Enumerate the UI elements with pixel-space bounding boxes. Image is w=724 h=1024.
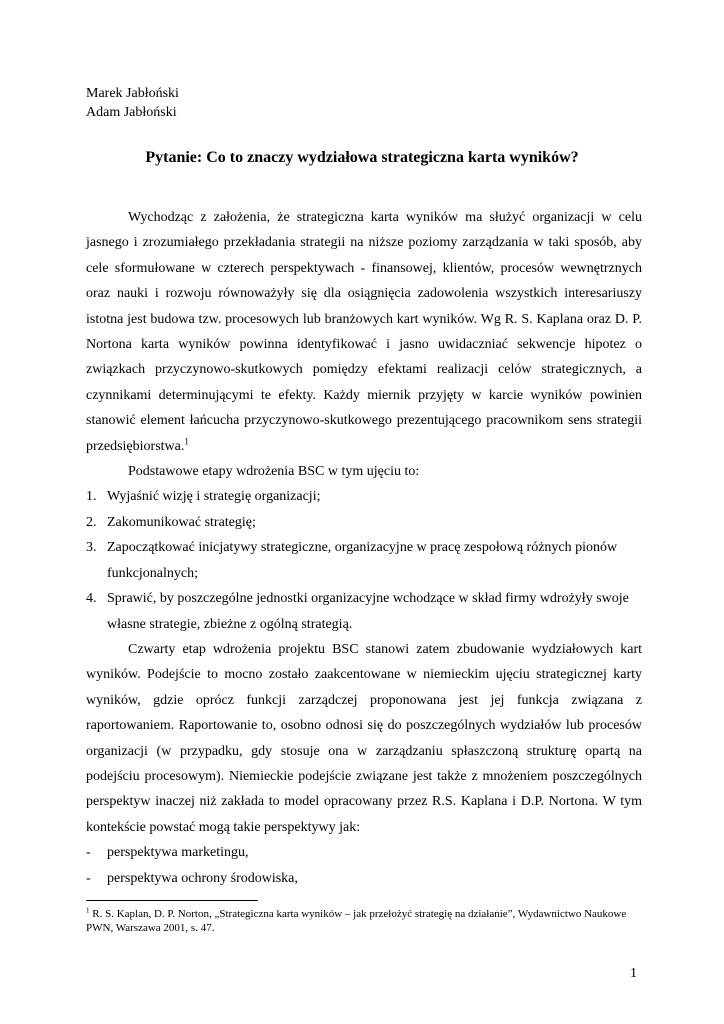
stages-list <box>86 484 642 636</box>
list-number: 1. <box>86 489 97 505</box>
list-number: 2. <box>86 514 97 530</box>
list-item <box>86 866 642 891</box>
list-item <box>86 586 642 637</box>
page-title: Pytanie: Co to znaczy wydziałowa strategiczna karta wyników? <box>145 149 579 166</box>
list-number: 3. <box>86 540 97 556</box>
list-item-text: Zapoczątkować inicjatywy strategiczne, organizacyjne w pracę zespołową różnych pionów funkcjonalnych; <box>107 540 618 581</box>
list-item-text: Wyjaśnić wizję i strategię organizacji; <box>107 489 321 505</box>
footnote-text: R. S. Kaplan, D. P. Norton, „Strategiczna karta wyników – jak przełożyć strategię na działanie”, Wydawnictwo Naukowe PWN, Warszawa 2001, s. 47. <box>86 908 627 934</box>
list-item <box>86 535 642 586</box>
perspectives-list <box>86 840 642 891</box>
author-name: Adam Jabłoński <box>86 105 177 120</box>
list-item-text: perspektywa ochrony środowiska, <box>107 870 298 886</box>
list-item-text: Zakomunikować strategię; <box>107 514 256 530</box>
paragraph-fourth-stage: Czwarty etap wdrożenia projektu BSC stanowi zatem zbudowanie wydziałowych kart wyników. Podejście to mocno zostało zaakcentowane w niemieckim ujęciu strategicznej karty wyników, gdzie oprócz funkcji zarządczej proponowana jest jej funkcja związana z raportowaniem. Raportowanie to, osobno odnosi się do poszczególnych wydziałów lub procesów organizacji (w przypadku, gdy stosuje ona w zarządzaniu spłaszczoną strukturę opartą na podejściu procesowym). Niemieckie podejście związane jest także z mnożeniem poszczególnych perspektyw inaczej niż zakłada to model opracowany przez R.S. Kaplana i D.P. Nortona. W tym kontekście powstać mogą takie perspektywy jak: <box>86 641 642 835</box>
paragraph-stages: Podstawowe etapy wdrożenia BSC w tym ujęciu to: <box>128 464 420 480</box>
authors-block <box>86 84 179 122</box>
list-item <box>86 510 642 535</box>
footnote-mark: 1 <box>86 906 90 915</box>
list-item-text: Sprawić, by poszczególne jednostki organizacyjne wchodzące w skład firmy wdrożyły swoje własne strategie, zbieżne z ogólną strategią. <box>107 591 629 632</box>
page-number: 1 <box>630 966 637 981</box>
dash-bullet: - <box>86 845 91 861</box>
dash-bullet: - <box>86 870 91 886</box>
list-item-text: perspektywa marketingu, <box>107 845 249 861</box>
list-number: 4. <box>86 591 97 607</box>
paragraph-intro <box>86 205 642 459</box>
document-body <box>86 205 642 891</box>
author-name: Marek Jabłoński <box>86 86 179 101</box>
footnote-divider <box>86 900 258 901</box>
footnote-reference[interactable]: 1 <box>184 436 189 446</box>
footnote <box>86 907 646 935</box>
list-item <box>86 840 642 865</box>
list-item <box>86 484 642 509</box>
paragraph-intro-text: Wychodząc z założenia, że strategiczna karta wyników ma służyć organizacji w celu jasnego i zrozumiałego przekładania strategii na niższe poziomy zarządzania w taki sposób, aby cele sformułowane w czterech perspektywach - finansowej, klientów, procesów wewnętrznych oraz nauki i rozwoju równoważyły się dla osiągnięcia zadowolenia wszystkich interesariuszy istotna jest budowa tzw. procesowych lub branżowych kart wyników. Wg R. S. Kaplana oraz D. P. Nortona karta wyników powinna identyfikować i jasno uwidaczniać sekwencje hipotez o związkach przyczynowo-skutkowych pomiędzy efektami realizacji celów strategicznych, a czynnikami determinującymi te efekty. Każdy miernik przyjęty w karcie wyników powinien stanowić element łańcucha przyczynowo-skutkowego prezentującego pracownikom sens strategii przedsiębiorstwa. <box>86 210 642 454</box>
